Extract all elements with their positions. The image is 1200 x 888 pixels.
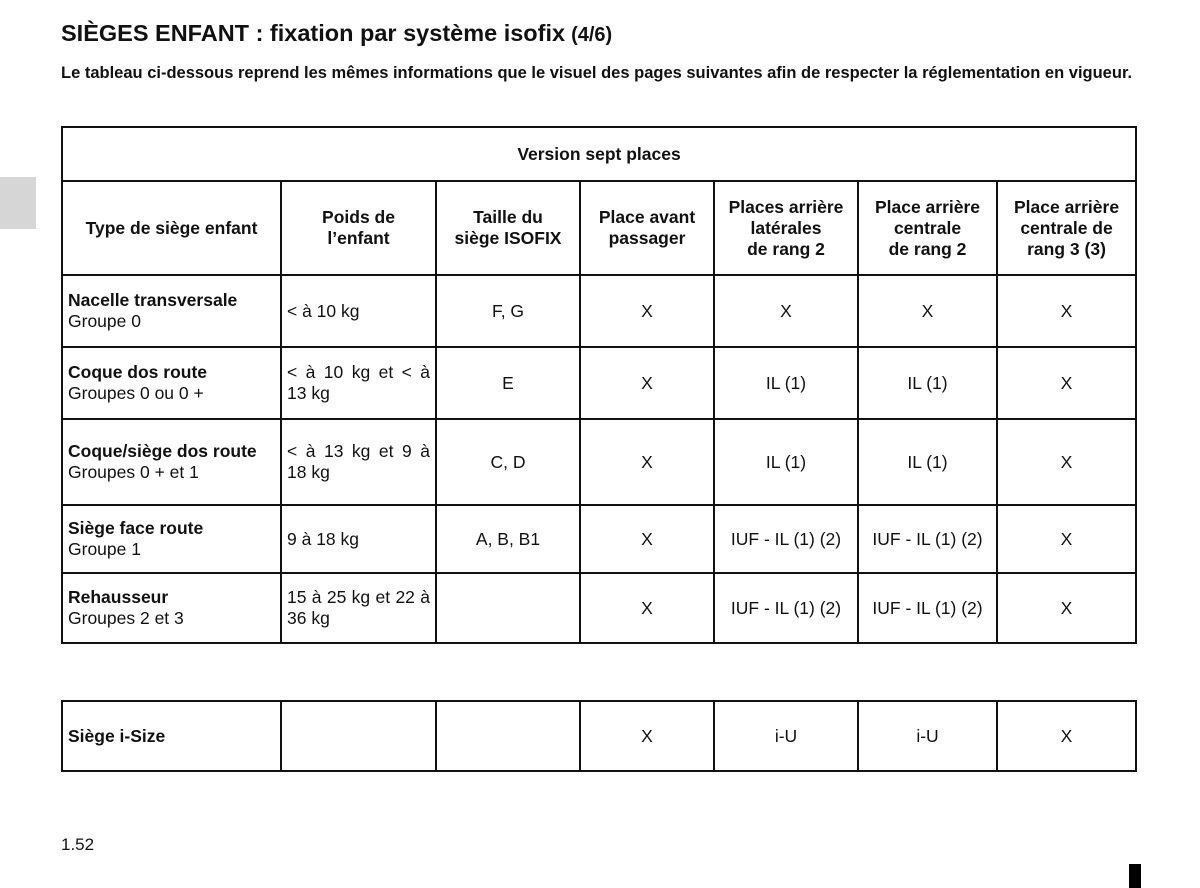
rear-lateral-r2-cell: IUF - IL (1) (2)	[714, 573, 858, 643]
isize-front: X	[580, 701, 714, 771]
front-passenger-cell: X	[580, 419, 714, 505]
seat-type-cell	[62, 419, 281, 505]
header-line: de rang 2	[888, 238, 967, 259]
header-line: passager	[608, 228, 686, 248]
seat-type-name: Rehausseur	[68, 587, 169, 607]
seat-type-group: Groupe 0	[68, 311, 141, 331]
seat-type-name: Coque/siège dos route	[68, 441, 257, 461]
isize-rear-center-r2: i-U	[858, 701, 997, 771]
rear-lateral-r2-cell: IUF - IL (1) (2)	[714, 505, 858, 573]
header-rear-center-r2	[858, 181, 997, 275]
header-weight	[281, 181, 436, 275]
intro-paragraph: Le tableau ci-dessous reprend les mêmes informations que le visuel des pages suivantes afin de respecter la réglementation en vigueur.	[61, 64, 1133, 82]
isize-rear-lateral-r2: i-U	[714, 701, 858, 771]
weight-cell: 9 à 18 kg	[281, 505, 436, 573]
title-text: SIÈGES ENFANT : fixation par système isofix	[61, 20, 566, 46]
seat-type-name: Coque dos route	[68, 362, 208, 382]
version-row	[62, 127, 1136, 181]
seat-type-name: Siège face route	[68, 518, 204, 538]
isofix-size-cell: A, B, B1	[436, 505, 580, 573]
chapter-tab	[0, 177, 36, 229]
header-line: l’enfant	[327, 228, 390, 248]
table-row	[62, 419, 1136, 505]
rear-lateral-r2-cell: IL (1)	[714, 347, 858, 419]
header-line: Taille du	[473, 207, 543, 227]
page-edge-marker	[1129, 864, 1141, 888]
header-line: Place arrière	[874, 196, 981, 217]
front-passenger-cell: X	[580, 275, 714, 347]
rear-center-r2-cell: IUF - IL (1) (2)	[858, 505, 997, 573]
header-rear-center-r3	[997, 181, 1136, 275]
seat-type-cell	[62, 347, 281, 419]
isofix-size-cell: F, G	[436, 275, 580, 347]
title-page-indicator: (4/6)	[571, 24, 613, 46]
header-front-passenger	[580, 181, 714, 275]
header-line: Place avant	[598, 207, 696, 227]
rear-center-r3-cell: X	[997, 275, 1136, 347]
header-isofix-size	[436, 181, 580, 275]
table-row	[62, 347, 1136, 419]
rear-center-r2-cell: X	[858, 275, 997, 347]
isize-table	[61, 700, 1137, 772]
seat-type-group: Groupes 2 et 3	[68, 608, 184, 628]
header-line: centrale	[893, 217, 962, 238]
version-caption: Version sept places	[62, 127, 1136, 181]
rear-center-r3-cell: X	[997, 347, 1136, 419]
isofix-size-cell: C, D	[436, 419, 580, 505]
isize-rear-center-r3: X	[997, 701, 1136, 771]
header-line: centrale de	[1020, 217, 1113, 238]
isofix-size-cell	[436, 573, 580, 643]
rear-center-r3-cell: X	[997, 573, 1136, 643]
header-line: Type de siège enfant	[85, 217, 258, 238]
seat-type-cell	[62, 505, 281, 573]
page-number: 1.52	[61, 835, 95, 854]
weight-cell: < à 10 kg	[281, 275, 436, 347]
seat-type-group: Groupe 1	[68, 539, 141, 559]
isize-weight	[281, 701, 436, 771]
header-type	[62, 181, 281, 275]
header-line: Poids de	[322, 207, 395, 227]
table-row	[62, 505, 1136, 573]
rear-lateral-r2-cell: X	[714, 275, 858, 347]
isize-row	[62, 701, 1136, 771]
seat-type-group: Groupes 0 + et 1	[68, 462, 199, 482]
isofix-size-cell: E	[436, 347, 580, 419]
rear-center-r2-cell: IL (1)	[858, 347, 997, 419]
isize-label: Siège i-Size	[62, 701, 281, 771]
rear-lateral-r2-cell: IL (1)	[714, 419, 858, 505]
header-line: latérales	[750, 217, 822, 238]
isofix-table	[61, 126, 1137, 644]
header-line: Places arrière	[728, 196, 844, 217]
weight-cell: 15 à 25 kg et 22 à 36 kg	[281, 573, 436, 643]
header-row	[62, 181, 1136, 275]
page-title	[61, 20, 612, 47]
rear-center-r2-cell: IL (1)	[858, 419, 997, 505]
table-row	[62, 275, 1136, 347]
rear-center-r3-cell: X	[997, 419, 1136, 505]
seat-type-cell	[62, 573, 281, 643]
header-line: Place arrière	[1013, 196, 1120, 217]
rear-center-r2-cell: IUF - IL (1) (2)	[858, 573, 997, 643]
seat-type-group: Groupes 0 ou 0 +	[68, 383, 204, 403]
weight-cell: < à 13 kg et 9 à 18 kg	[281, 419, 436, 505]
weight-cell: < à 10 kg et < à 13 kg	[281, 347, 436, 419]
table-row	[62, 573, 1136, 643]
header-rear-lateral-r2	[714, 181, 858, 275]
front-passenger-cell: X	[580, 505, 714, 573]
front-passenger-cell: X	[580, 573, 714, 643]
header-line: siège ISOFIX	[454, 228, 562, 248]
rear-center-r3-cell: X	[997, 505, 1136, 573]
seat-type-name: Nacelle transversale	[68, 290, 238, 310]
header-line: de rang 2	[747, 238, 825, 259]
isize-size	[436, 701, 580, 771]
seat-type-cell	[62, 275, 281, 347]
front-passenger-cell: X	[580, 347, 714, 419]
header-line: rang 3 (3)	[1027, 238, 1106, 259]
